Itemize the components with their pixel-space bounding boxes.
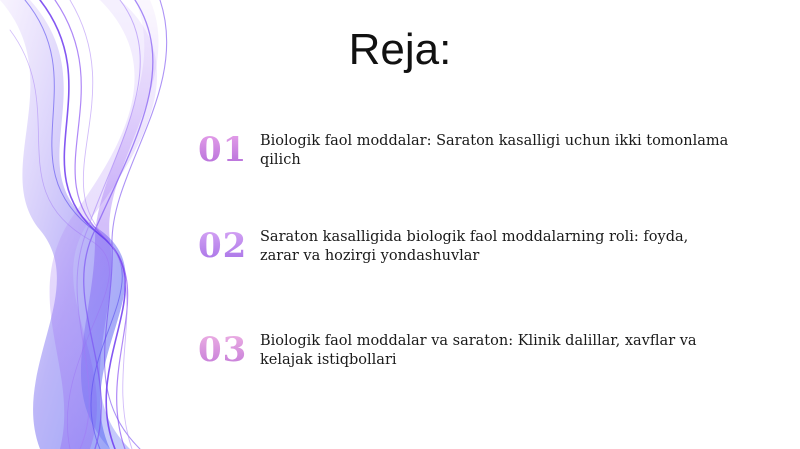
- item-number: 01: [198, 130, 248, 170]
- item-text: Biologik faol moddalar va saraton: Klinik dalillar, xavflar va kelajak istiqbollari: [260, 333, 697, 368]
- agenda-item: [196, 224, 736, 284]
- item-text: Saraton kasalligida biologik faol moddalarning roli: foyda, zarar va hozirgi yondashuvlar: [260, 229, 689, 264]
- ribbon-decoration: [0, 0, 200, 449]
- slide-title: Reja:: [348, 25, 452, 74]
- item-number: 02: [198, 226, 248, 266]
- item-text: Biologik faol moddalar: Saraton kasalligi uchun ikki tomonlama qilich: [260, 133, 729, 168]
- item-number: 03: [198, 330, 248, 370]
- agenda-item: [196, 328, 736, 388]
- agenda-item: [196, 128, 736, 188]
